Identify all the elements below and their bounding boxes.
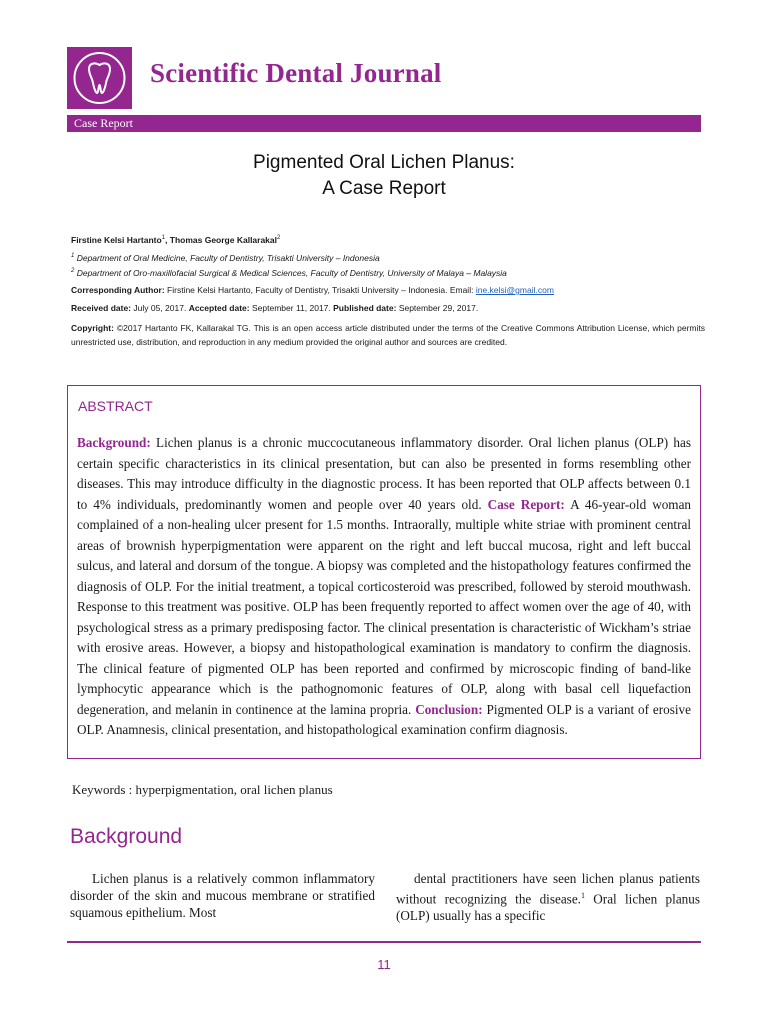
affiliation-2 [71,268,705,278]
affiliation-text: Department of Oral Medicine, Faculty of Dentistry, Trisakti University – Indonesia [76,253,380,263]
case-report-text: A 46-year-old woman complained of a non-healing ulcer present for 1.5 months. Intraorally, multiple white striae with prominent central areas of brownish hyperpigmentation were apparent on the right and left buccal mucosa, right and left buccal sulcus, and lateral and dorsum of the tongue. A biopsy was completed and the histopathology features confirmed the diagnosis of OLP. For the initial treatment, a topical corticosteroid was prescribed, followed by steroid mouthwash. Response to this treatment was positive. OLP has been frequently reported to affect women over the age of 40, with psychological stress as a primary predisposing factor. The clinical presentation is characteristic of Wickham’s striae with erosive areas. However, a biopsy and histopathological examination is mandatory to confirm the diagnosis. The clinical feature of pigmented OLP has been reported and confirmed by microscopic finding of band-like lymphocytic appearance which is the pathognomonic features of OLP, along with basal cell liquefaction degeneration, and melanin in continence at the lamina propria. [77,496,692,717]
abstract-text [77,433,691,741]
copyright-label: Copyright: [71,323,114,333]
conclusion-text: Pigmented OLP is a variant of erosive OLP. Anamnesis, clinical presentation, and histopathological examination confirm diagnosis. [77,701,691,737]
author-name: Thomas George Kallarakal [169,235,278,245]
email-link[interactable]: ine.kelsi@gmail.com [475,285,554,295]
author-line: Firstine Kelsi Hartanto$^1$, Thomas George Kallarakal$^2$ [71,235,281,245]
background-heading: Background [70,825,183,848]
article-title-line1: Pigmented Oral Lichen Planus: [253,152,515,173]
journal-logo [67,47,132,109]
reference-marker: 1 [580,891,585,900]
copyright-text: ©2017 Hartanto FK, Kallarakal TG. This is an open access article distributed under the terms of the Creative Commons Attribution License, which permits unrestricted use, distribution, and reproduction in any medium provided the original author and sources are credited. [71,323,705,347]
corresponding-text: Firstine Kelsi Hartanto, Faculty of Dentistry, Trisakti University – Indonesia. Email: [167,285,474,295]
affiliation-sup: 1 [71,253,75,260]
section-bar [67,115,701,132]
keywords: Keywords : hyperpigmentation, oral lichen planus [72,782,333,797]
column-text: dental practitioners have seen lichen planus patients without recognizing the disease. [396,871,700,907]
received-date: July 05, 2017. [133,303,187,313]
affiliation-text: Department of Oro-maxillofacial Surgical & Medical Sciences, Faculty of Dentistry, University of Malaya – Malaysia [76,268,507,278]
abstract-box [67,385,701,759]
author-sup: 2 [277,235,281,242]
section-label: Case Report [74,116,133,130]
background-text: Lichen planus is a chronic muccocutaneous inflammatory disorder. Oral lichen planus (OLP) has certain specific characteristics in its clinical presentation, but can also be presented in forms resembling other diseases. This may introduce difficulty in the diagnostic process. It has been reported that OLP affects between 0.1 to 4% individuals, predominantly women and people over 40 years old. [77,435,691,512]
published-date: September 29, 2017. [398,303,479,313]
corresponding-author [71,285,705,295]
journal-title: Scientific Dental Journal [150,58,442,88]
footer-divider [67,941,701,943]
published-label: Published date: [333,303,397,313]
author-sup: 1 [161,235,166,242]
article-title-line2: A Case Report [322,178,446,199]
corresponding-label: Corresponding Author: [71,285,165,295]
tooth-icon [67,47,132,109]
affiliation-1 [71,253,705,263]
page-number: 11 [377,957,391,972]
accepted-date: September 11, 2017. [252,303,331,313]
conclusion-label: Conclusion: [415,701,483,717]
received-label: Received date: [71,303,131,313]
accepted-label: Accepted date: [188,303,250,313]
dates-line [71,303,705,313]
case-report-label: Case Report: [487,496,565,512]
affiliation-sup: 2 [71,268,75,275]
column-text-tail: Oral lichen planus (OLP) usually has a specific [396,891,700,924]
background-column-left: Lichen planus is a relatively common inflammatory disorder of the skin and mucous membrane or stratified squamous epithelium. Most [70,871,375,920]
background-label: Background: [77,435,151,450]
author-name: Firstine Kelsi Hartanto [71,235,162,245]
background-column-right [396,870,700,924]
abstract-heading: ABSTRACT [78,398,153,414]
copyright-notice [71,321,705,349]
